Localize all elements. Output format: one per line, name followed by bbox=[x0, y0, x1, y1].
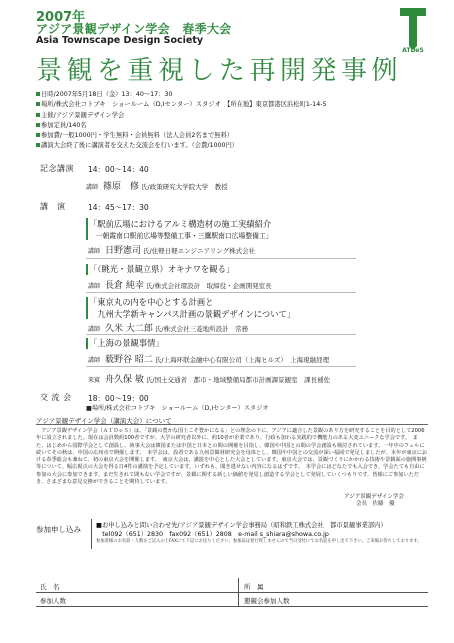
apply-contact-line: ■お申し込みと問い合わせ先/アジア景観デザイン学会事務局（昭和鉄工株式会社 都市景観事業部内） bbox=[96, 522, 387, 529]
talk-accent-bar bbox=[86, 338, 88, 349]
info-date: 日時/2007年5月18日（金）13：40〜17：30 bbox=[36, 90, 326, 100]
talk-1-title: 「駅前広場におけるアルミ構造材の施工実績紹介 一朝霞南口駅前広場等整備工事・三鷹駅南口広場整備工」 bbox=[89, 219, 273, 240]
society-name-en: Asia Townscape Design Society bbox=[36, 35, 204, 46]
lectures-time: 14：45〜17：30 bbox=[88, 203, 149, 212]
form-party-count-label: 懇親会参加人数 bbox=[244, 597, 290, 605]
talk-1-speaker: 講師 日野憲司 氏/住軽日軽エンジニアリング株式会社 bbox=[88, 246, 256, 256]
apply-note: 参加者様のお名前・人数をご記入の上FAXにて下記にお送りください。参加証は発行致しませんので当日受付にてお名前を申し出て下さい。ご来場お待ちしております。 bbox=[96, 539, 422, 544]
form-line bbox=[36, 606, 428, 607]
party-time: 18：00〜19：00 bbox=[88, 394, 149, 403]
talk-2-title: 「（眺光・景観立県）オキナワを観る」 bbox=[89, 264, 235, 274]
info-venue: 場所/株式会社コトブキ ショールーム（D,Iセンター）スタジオ 【所在地】東京都港区浜松町1-14-5 bbox=[36, 100, 326, 110]
info-fee: 参加費/一般1000円・学生無料・会員無料（法人会員2名まで無料） bbox=[36, 131, 326, 141]
party-label: 交 流 会 bbox=[40, 393, 72, 402]
info-reception: 講演大会終了後に講演者を交えた交流会を行います。（会費/1000円） bbox=[36, 141, 326, 151]
bullet-square-icon bbox=[36, 133, 40, 137]
event-info bbox=[36, 90, 326, 152]
event-year: 2007年 bbox=[36, 10, 86, 25]
bullet-square-icon bbox=[36, 143, 40, 147]
bullet-square-icon bbox=[36, 92, 40, 96]
form-name-label: 氏 名 bbox=[40, 583, 60, 591]
talk-3-title: 「東京丸の内を中心とする計画と 九州大学新キャンパス計画の景観デザインについて」 bbox=[89, 297, 296, 319]
talk-4-speaker: 講師 薮野谷 昭二 氏/上海环联金融中心有限公司（上海ヒルズ） 上海現継経理 bbox=[88, 355, 330, 365]
talk-accent-bar bbox=[86, 297, 88, 319]
keynote-time: 14：00〜14：40 bbox=[88, 165, 149, 174]
info-capacity: 参加定員/140名 bbox=[36, 121, 326, 131]
info-organizer: 主催/アジア景観デザイン学会 bbox=[36, 111, 326, 121]
form-line bbox=[36, 592, 428, 593]
apply-label: 参加申し込み bbox=[36, 525, 81, 534]
atdes-logo-icon bbox=[396, 6, 430, 52]
logo-text: ATDeS bbox=[402, 47, 424, 54]
talk-2-speaker: 講師 長倉 純幸 氏/株式会社環設計 取締役・企画開発室長 bbox=[88, 281, 272, 291]
bullet-square-icon bbox=[36, 113, 40, 117]
divider bbox=[86, 258, 356, 259]
about-title: アジア景観デザイン学会（講演大会）について bbox=[36, 417, 172, 425]
apply-phone-line: tel092（651）2830 fax092（651）2808 e-mail s_shiara@showa.co.jp bbox=[96, 531, 329, 538]
lectures-label: 講 演 bbox=[40, 202, 66, 211]
event-title: アジア景観デザイン学会 春季大会 bbox=[36, 22, 232, 36]
about-text: アジア景観デザイン学会（ＡＴＤｅＳ）は、「景観の豊かな国土こそ豊かになる」との理念の下に、アジアに適合した景観のあり方を研究することを目的として2006年に設立されました。現在は会員数約100者ですが、大学の研究者以外に、約10者が企業であり、行政も加わる実践的で機能力のある大変ユニークな学会です。 また、はじめから国際学会として創設し、執事大会は韓国または中国と日本との間の開催を目指し、韓国や中国との間の学会創設も検討されています。一年中のフェルに続いてその秋は、中国の広州市で開催します。 本学会は、設者である九州景観材研究会を母体とし、韓国や中国との交流が深い福岡で発足しましたが、本年が東京における春季総会も兼ねて、初の東京大会を開催します。 東京大会は、講演を中心とした大会としています。東京大会では、景観づくりにかかわる技術や景観面の施開事例等について、幅広視点の大会を得る日4件の講演を予定しています。いずれも、聞き逃せない内容になるはずです。 本学会にはどなたでも入会でき、学会たても自由に参加の大会に参加できます。まだ生きれて間もない学会ですが、景観に関する新しい価値を発見し創造する学会として発展していくつもりです。皆様にご参加いただき、さまざまな意見交換ができることを期待しています。 bbox=[36, 428, 428, 486]
talk-accent-bar bbox=[86, 264, 88, 275]
about-sign-chair: 会長 佐藤 優 bbox=[356, 501, 395, 507]
form-separator bbox=[238, 578, 239, 606]
talk-4-title: 「上海の景観事情」 bbox=[89, 338, 164, 348]
party-place: ■場所/株式会社コトブキ ショールーム（D,Iセンター）スタジオ bbox=[86, 405, 269, 412]
talk-3-speaker: 講師 久米 大二郎 氏/株式会社三菱地所設計 常務 bbox=[88, 324, 249, 334]
divider bbox=[86, 366, 356, 367]
apply-divider bbox=[91, 519, 92, 549]
keynote-label: 記念講演 bbox=[40, 164, 74, 173]
divider bbox=[86, 292, 356, 293]
form-affiliation-label: 所 属 bbox=[244, 583, 264, 591]
apply-contact bbox=[96, 520, 430, 544]
keynote-speaker: 講師 篠原 修 氏/政策研究大学院大学 教授 bbox=[86, 182, 228, 192]
about-sign-org: アジア景観デザイン学会 bbox=[344, 494, 404, 500]
main-title: 景観を重視した再開発事例 bbox=[36, 56, 403, 86]
guest-speaker: 来賓 舟久保 敏 氏/国土交通省 都市・地域整備局都市計画課景観室 課長補佐 bbox=[88, 375, 331, 385]
form-count-label: 参加人数 bbox=[40, 597, 66, 605]
bullet-square-icon bbox=[36, 102, 40, 106]
divider bbox=[86, 334, 356, 335]
bullet-square-icon bbox=[36, 123, 40, 127]
about-divider bbox=[36, 424, 428, 425]
talk-accent-bar bbox=[86, 218, 88, 240]
